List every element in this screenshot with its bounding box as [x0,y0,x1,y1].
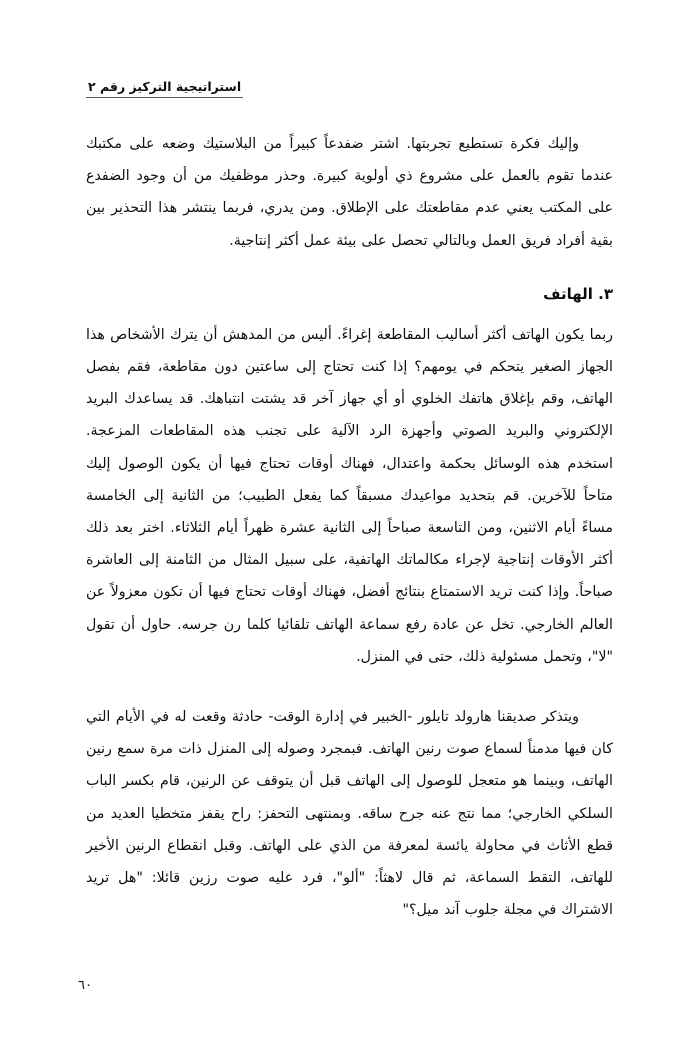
page-number: ٦٠ [78,978,92,993]
running-header [86,76,613,98]
paragraph-intro: وإليك فكرة تستطيع تجربتها. اشتر ضفدعاً كبيراً من البلاستيك وضعه على مكتبك عندما تقوم بالعمل على مشروع ذي أولوية كبيرة. وحذر موظفيك من أن وجود الضفدع على المكتب يعني عدم مقاطعتك على الإطلاق. ومن يدري، فربما ينتشر هذا التحذير بين بقية أفراد فريق العمل وبالتالي تحصل على بيئة عمل أكثر إنتاجية. [86,136,613,249]
paragraph-telephone-body: ربما يكون الهاتف أكثر أساليب المقاطعة إغراءً. أليس من المدهش أن يترك الأشخاص هذا الجهاز الصغير يتحكم في يومهم؟ إذا كنت تحتاج إلى ساعتين دون مقاطعة، فقم بفصل الهاتف، وقم بإغلاق هاتفك الخلوي أو أي جهاز آخر قد يشتت انتباهك. قد يساعدك البريد الإلكتروني والبريد الصوتي وأجهزة الرد الآلية على تجنب هذه المقاطعات المزعجة. استخدم هذه الوسائل بحكمة واعتدال، فهناك أوقات تحتاج فيها أن يكون الوصول إليك متاحاً للآخرين. قم بتحديد مواعيدك مسبقاً كما يفعل الطبيب؛ من الثانية إلى الخامسة مساءً أيام الاثنين، ومن التاسعة صباحاً إلى الثانية عشرة ظهراً أيام الثلاثاء. اختر بعد ذلك أكثر الأوقات إنتاجية لإجراء مكالماتك الهاتفية، على سبيل المثال من الثامنة إلى العاشرة صباحاً. وإذا كنت تريد الاستمتاع بنتائج أفضل، فهناك أوقات تحتاج فيها أن تكون معزولاً عن العالم الخارجي. تخل عن عادة رفع سماعة الهاتف تلقائيا كلما رن جرسه. حاول أن تقول "لا"، وتحمل مسئولية ذلك، حتى في المنزل. [86,326,613,665]
paragraph-anecdote: ويتذكر صديقنا هارولد تايلور -الخبير في إدارة الوقت- حادثة وقعت له في الأيام التي كان فيها مدمناً لسماع صوت رنين الهاتف. فبمجرد وصوله إلى المنزل ذات مرة سمع رنين الهاتف، وبينما هو متعجل للوصول إلى الهاتف قبل أن يتوقف عن الرنين، قام بكسر الباب السلكي الخارجي؛ مما نتج عنه جرح ساقه. وبمنتهى التحفز: راح يقفز متخطيا العديد من قطع الأثاث في محاولة يائسة لمعرفة من الذي على الهاتف. وقبل انقطاع الرنين الأخير للهاتف، التقط السماعة، ثم قال لاهثاً: "ألو"، فرد عليه صوت رزين قائلا: "هل تريد الاشتراك في مجلة جلوب آند ميل؟" [86,709,613,919]
page-content [86,128,613,926]
section-heading-telephone: ٣. الهاتف [543,284,613,303]
running-header-text: استراتيجية التركيز رقم ٢ [86,79,243,98]
